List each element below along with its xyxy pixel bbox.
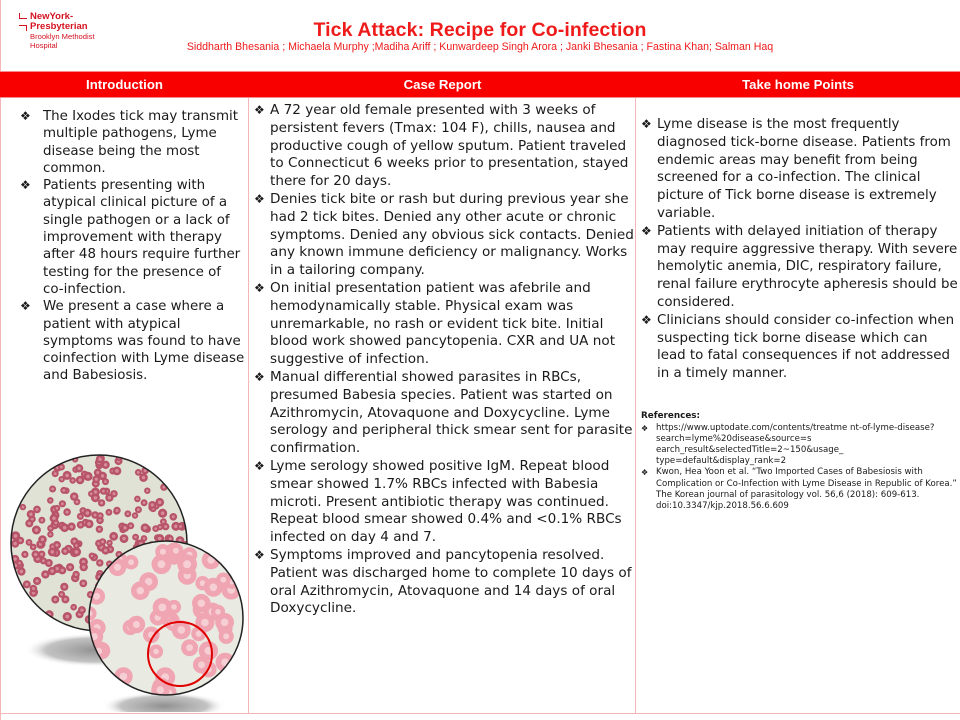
cell-center (136, 498, 139, 501)
cell-center (153, 649, 159, 655)
reference-item (641, 423, 959, 467)
cell-center (51, 545, 54, 548)
heading-introduction: Introduction (86, 77, 163, 92)
diamond-bullet-icon: ❖ (254, 280, 265, 295)
diamond-bullet-icon: ❖ (20, 299, 31, 314)
cell-center (112, 535, 115, 538)
cell-center (108, 496, 111, 499)
cell-center (41, 519, 44, 522)
cell-center (44, 573, 47, 576)
cell-center (133, 621, 140, 628)
cell-center (93, 593, 100, 600)
cell-center (54, 472, 57, 475)
cell-center (61, 502, 64, 505)
cell-center (14, 534, 18, 538)
cell-center (201, 619, 209, 627)
cell-center (98, 528, 101, 531)
cell-center (80, 609, 83, 612)
cell-center (49, 499, 52, 502)
take-home-list (641, 116, 959, 383)
cell-center (94, 514, 97, 517)
cell-center (160, 549, 166, 555)
cell-center (51, 550, 55, 554)
cell-center (116, 509, 119, 512)
list-item: ❖ Clinicians should consider co-infection when suspecting tick borne disease which can lead to fatal consequences if not addressed in a timely manner. (641, 312, 955, 382)
cell-center (35, 528, 39, 532)
cell-center (79, 515, 82, 518)
cell-center (104, 463, 107, 466)
list-item: ❖ Symptoms improved and pancytopenia resolved. Patient was discharged home to complete 10 days of oral Azithromycin, Atovaquone and 14 days of oral Doxycycline. (254, 546, 632, 617)
diamond-bullet-icon: ❖ (254, 103, 265, 117)
cell-center (34, 553, 37, 556)
cell-center (47, 561, 50, 564)
list-item: ❖ Lyme disease is the most frequently diagnosed tick-borne disease. Patients from endemic areas may benefit from being screened for a co-infection. The clinical picture of Tick borne disease is extremely variable. (641, 117, 951, 221)
cell-center (143, 501, 146, 504)
cell-center (164, 525, 167, 528)
cell-center (13, 557, 16, 560)
diamond-bullet-icon: ❖ (254, 547, 265, 562)
cell-center (123, 526, 126, 529)
cell-center (151, 503, 154, 506)
diamond-bullet-icon: ❖ (20, 178, 31, 193)
cell-center (143, 526, 147, 530)
logo-subtitle-1: Brooklyn Methodist (30, 32, 95, 41)
cell-center (22, 506, 25, 509)
cell-center (137, 508, 140, 511)
cell-center (56, 507, 59, 510)
cell-center (162, 486, 165, 489)
heading-take-home-points: Take home Points (742, 77, 854, 92)
cell-center (158, 560, 166, 568)
cell-center (198, 600, 205, 607)
cell-center (24, 553, 27, 556)
poster-header (0, 0, 960, 71)
cell-center (99, 514, 102, 517)
cell-center (76, 501, 79, 504)
cell-center (64, 598, 67, 601)
cell-center (100, 501, 103, 504)
cell-center (78, 478, 81, 481)
cell-center (72, 606, 75, 609)
cell-center (63, 526, 67, 530)
list-item: ❖ A 72 year old female presented with 3 weeks of persistent fevers (Tmax: 104 F), chills, nausea and productive cough of yellow sputum. Patient traveled to Connecticut 6 weeks prior to presentation, stayed there for 20 days. (254, 102, 629, 190)
cell-center (36, 508, 39, 511)
references-list (641, 423, 959, 512)
cell-center (146, 489, 149, 492)
cell-center (171, 604, 177, 610)
cell-center (98, 561, 101, 564)
logo-line-1: NewYork- (30, 11, 74, 22)
cell-center (66, 511, 69, 514)
cell-center (20, 570, 23, 573)
logo-line-2: Presbyterian (30, 21, 88, 32)
diamond-bullet-icon: ❖ (254, 458, 265, 473)
cell-center (215, 609, 221, 615)
cell-center (223, 633, 229, 639)
cell-center (70, 525, 73, 528)
cell-center (91, 555, 94, 558)
case-report-column (249, 98, 636, 714)
cell-center (183, 560, 191, 568)
cell-center (69, 566, 72, 569)
cell-center (32, 546, 35, 549)
cell-center (49, 533, 52, 536)
cell-center (129, 524, 132, 527)
cell-center (210, 584, 218, 592)
cell-center (143, 537, 146, 540)
cell-center (220, 577, 226, 583)
take-home-column (636, 98, 960, 714)
list-item: ❖ Patients with delayed initiation of therapy may require aggressive therapy. With severe hemolytic anemia, DIC, respiratory failure, renal failure erythrocyte apheresis should be considered. (641, 223, 958, 310)
introduction-column (0, 98, 249, 714)
cell-center (115, 469, 119, 473)
cell-center (122, 537, 125, 540)
cell-center (51, 488, 54, 491)
cell-center (158, 537, 162, 541)
cell-center (95, 478, 98, 481)
cell-center (126, 512, 129, 515)
cell-center (173, 548, 179, 554)
cell-center (101, 540, 104, 543)
cell-center (71, 479, 74, 482)
cell-center (60, 466, 63, 469)
cell-center (75, 544, 78, 547)
cell-center (82, 565, 85, 568)
heading-case-report: Case Report (403, 77, 482, 92)
list-item: ❖ Patients presenting with atypical clinical picture of a single pathogen or a lack of improvement with therapy after 48 hours require further testing for the presence of co-infection. (20, 178, 241, 297)
references-heading: References: (641, 411, 701, 421)
reference-link[interactable]: https://www.uptodate.com/contents/treatme nt-of-lyme-disease?search=lyme%20disease&source=s earch_result&selectedTitle=2~150&usage_ type=default&display_rank=2 (656, 423, 935, 467)
cell-center (32, 587, 35, 590)
cell-center (51, 569, 54, 572)
cell-center (75, 573, 78, 576)
cell-center (61, 569, 64, 572)
introduction-list (20, 108, 245, 385)
cell-center (66, 615, 70, 619)
cell-center (134, 514, 137, 517)
cell-center (77, 467, 80, 470)
cell-center (137, 587, 144, 594)
cell-center (54, 598, 57, 601)
logo-subtitle-2: Hospital (30, 41, 58, 50)
cell-center (40, 553, 43, 556)
cell-center (36, 579, 39, 582)
cell-center (134, 536, 137, 539)
list-item: ❖ Lyme serology showed positive IgM. Repeat blood smear showed 1.7% RBCs infected with Babesia microti. Present antibiotic therapy was continued. Repeat blood smear showed 0.4% and <0.1% RBCs infected on day 4 and 7. (254, 457, 622, 546)
cell-center (73, 495, 76, 498)
cell-center (14, 542, 17, 545)
cell-center (178, 626, 186, 634)
diamond-bullet-icon: ❖ (641, 312, 652, 327)
cell-center (86, 511, 90, 515)
cell-center (60, 593, 63, 596)
diamond-bullet-icon: ❖ (20, 109, 31, 123)
cell-center (142, 476, 145, 479)
cell-center (18, 562, 21, 565)
cell-center (98, 458, 101, 461)
cell-center (162, 520, 165, 523)
cell-center (52, 517, 56, 521)
diamond-bullet-icon: ❖ (641, 117, 652, 131)
cell-center (137, 471, 140, 474)
list-item: ❖ On initial presentation patient was afebrile and hemodynamically stable. Physical exam was unremarkable, no rash or evident tick bite. Initial blood work showed pancytopenia. CXR and UA not suggestive of infection. (254, 279, 616, 368)
list-item: ❖ Manual differential showed parasites in RBCs, presumed Babesia species. Patient was started on Azithromycin, Atovaquone and Doxycycline. Lyme serology and peripheral thick smear sent for parasite confirmation. (254, 368, 633, 457)
cell-center (55, 522, 58, 525)
cell-center (28, 541, 31, 544)
cell-center (29, 513, 32, 516)
diamond-bullet-icon: ❖ (641, 424, 649, 434)
poster-title: Tick Attack: Recipe for Co-infection (313, 19, 647, 41)
diamond-bullet-icon: ❖ (641, 223, 652, 238)
cell-center (198, 661, 205, 668)
cell-center (104, 480, 107, 483)
cell-center (25, 583, 28, 586)
cell-center (108, 542, 111, 545)
cell-center (82, 582, 85, 585)
cell-center (108, 511, 111, 514)
cell-center (172, 515, 175, 518)
cell-center (154, 527, 157, 530)
cell-center (75, 550, 79, 554)
cell-center (120, 673, 127, 680)
section-header-band (0, 71, 960, 98)
cell-center (90, 493, 93, 496)
bottom-border (0, 713, 960, 714)
cell-center (159, 526, 162, 529)
cell-center (104, 549, 107, 552)
cell-center (158, 604, 166, 612)
cell-center (169, 537, 172, 540)
cell-center (158, 501, 162, 505)
cell-center (221, 619, 229, 627)
cell-center (60, 478, 63, 481)
cell-center (28, 522, 31, 525)
cell-center (101, 474, 104, 477)
cell-center (64, 550, 67, 553)
cell-center (79, 523, 82, 526)
cell-center (161, 511, 165, 515)
cell-center (157, 686, 164, 693)
cell-center (113, 492, 116, 495)
poster-authors: Siddharth Bhesania ; Michaela Murphy ;Madiha Ariff ; Kunwardeep Singh Arora ; Janki Bhesania ; Fastina Khan; Salman Haq (186, 41, 774, 53)
reference-item: ❖ Kwon, Hea Yoon et al. “Two Imported Cases of Babesiosis with Complication or Co-Infection with Lyme Disease in Republic of Korea.” The Korean journal of parasitology vol. 56,6 (2018): 609-613. doi:10.3347/kjp.2018.56.6.609 (641, 467, 957, 511)
diamond-bullet-icon: ❖ (254, 191, 265, 206)
cell-center (41, 538, 44, 541)
cell-center (128, 559, 134, 565)
list-item: ❖ The Ixodes tick may transmit multiple pathogens, Lyme disease being the most common. (20, 109, 239, 176)
cell-center (196, 631, 202, 637)
diamond-bullet-icon: ❖ (254, 369, 265, 384)
case-report-list (254, 102, 636, 618)
diamond-bullet-icon: ❖ (641, 468, 649, 478)
cell-center (114, 564, 121, 571)
cell-center (62, 489, 65, 492)
references (641, 411, 959, 512)
cell-center (42, 559, 45, 562)
cell-center (102, 490, 105, 493)
cell-center (87, 522, 91, 526)
cell-center (19, 539, 22, 542)
cell-center (86, 475, 90, 479)
cell-center (65, 474, 69, 478)
cell-center (186, 644, 193, 651)
cell-center (179, 525, 182, 528)
blood-smear-micrographs (4, 454, 248, 712)
list-item: ❖ Denies tick bite or rash but during previous year she had 2 tick bites. Denied any other acute or chronic symptoms. Denied any obvious sick contacts. Denied any known immune deficiency or malignancy. Works in a tailoring company. (254, 190, 634, 279)
cell-center (63, 585, 66, 588)
list-item: ❖ We present a case where a patient with atypical symptoms was found to have coinfection with Lyme disease and Babesiosis. (20, 299, 245, 384)
